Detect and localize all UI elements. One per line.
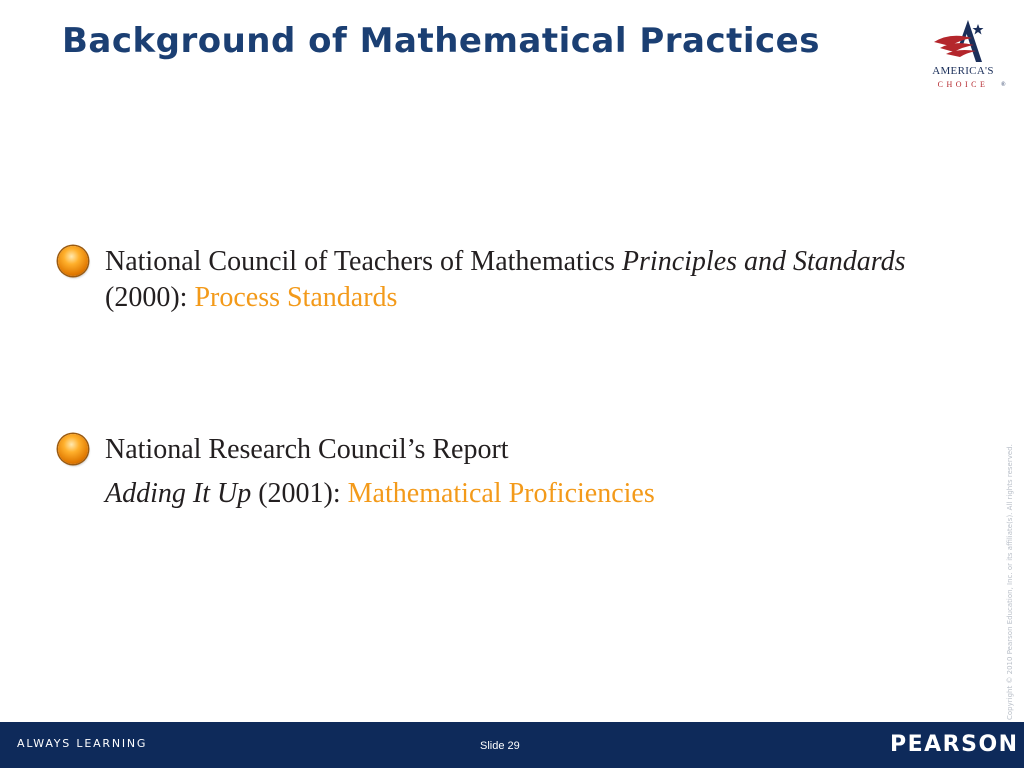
bullet-italic-title: Principles and Standards: [621, 246, 906, 277]
americas-choice-logo: [920, 18, 1010, 98]
slide-number: Slide 29: [480, 740, 520, 752]
bullet-icon: [58, 246, 88, 276]
bullet-text: National Council of Teachers of Mathematics: [105, 246, 622, 277]
footer-bar: [0, 722, 1024, 768]
bullet-highlight: Process Standards: [194, 282, 398, 313]
registered-mark: ®: [1001, 82, 1006, 88]
bullet-item-nctm: [105, 244, 965, 316]
logo-line-2: CHOICE: [937, 80, 989, 89]
copyright-notice: Copyright © 2010 Pearson Education, Inc. or its affiliate(s). All rights reserved.: [1006, 444, 1014, 720]
bullet-item-nrc: [105, 432, 965, 512]
pearson-logo: PEARSON: [890, 732, 1019, 757]
bullet-italic-title: Adding It Up: [105, 478, 252, 509]
logo-line-1: AMERICA'S: [932, 65, 994, 77]
bullet-text: (2001):: [251, 478, 348, 509]
bullet-icon: [58, 434, 88, 464]
bullet-text: National Research Council’s Report: [105, 434, 509, 465]
bullet-text: (2000):: [105, 282, 195, 313]
footer-tagline: ALWAYS LEARNING: [17, 737, 148, 750]
bullet-highlight: Mathematical Proficiencies: [347, 478, 655, 509]
slide-title: Background of Mathematical Practices: [62, 21, 820, 61]
flag-a-icon: [920, 18, 1010, 68]
